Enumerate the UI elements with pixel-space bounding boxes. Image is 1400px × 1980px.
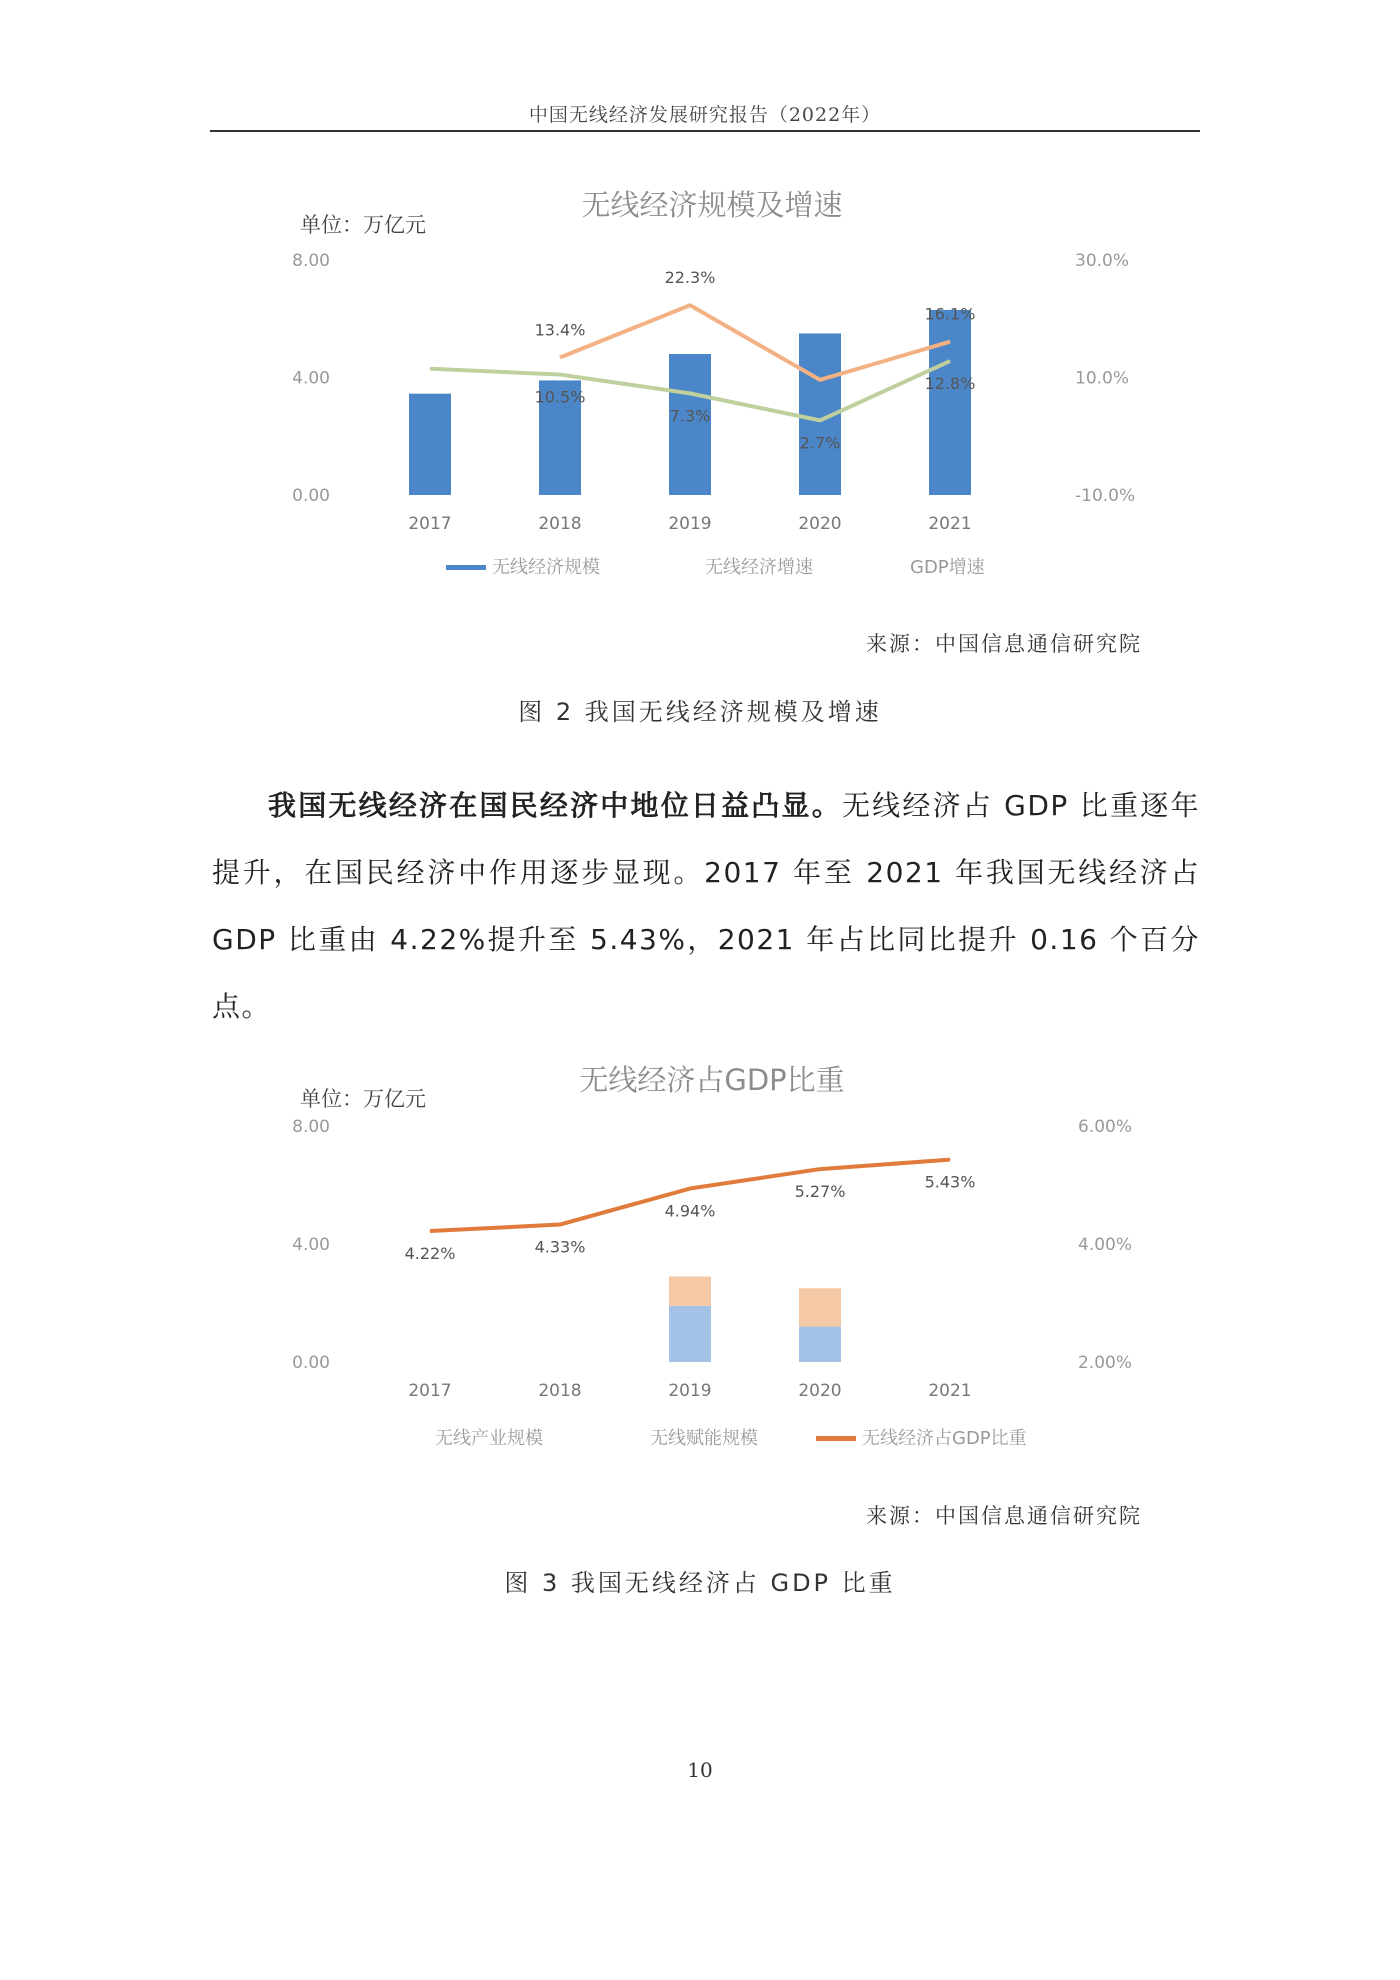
line-point xyxy=(820,420,821,421)
stacked-bar-segment xyxy=(799,1288,841,1326)
line-point xyxy=(430,368,431,369)
x-tick-label: 2017 xyxy=(408,514,452,534)
legend-entry: GDP增速 xyxy=(910,557,985,578)
unit-label: 单位：万亿元 xyxy=(300,1087,426,1111)
line-point xyxy=(560,357,561,358)
figure-2-chart xyxy=(0,170,1400,600)
legend-entry: 无线赋能规模 xyxy=(650,1428,758,1449)
line-point xyxy=(690,1188,691,1189)
y2-tick-label: 30.0% xyxy=(1075,251,1130,271)
line-point xyxy=(950,361,951,362)
legend-entry: 无线经济规模 xyxy=(492,557,600,578)
y-tick-label: 4.00 xyxy=(292,1235,330,1255)
legend-entry: 无线经济占GDP比重 xyxy=(862,1428,1027,1449)
y-tick-label: 0.00 xyxy=(292,1353,330,1373)
line-point xyxy=(950,1159,951,1160)
x-tick-label: 2021 xyxy=(928,1381,972,1401)
x-tick-label: 2020 xyxy=(798,1381,842,1401)
line-point xyxy=(560,1224,561,1225)
line-point xyxy=(820,379,821,380)
line-point xyxy=(690,393,691,394)
line-point xyxy=(820,1169,821,1170)
data-label: 4.22% xyxy=(404,1244,456,1264)
paragraph-rest: 无线经济占 GDP 比重逐年提升，在国民经济中作用逐步显现。2017 年至 2021 年我国无线经济占 GDP 比重由 4.22%提升至 5.43%，2021 年占比同比提升 0.16 个百分点。 xyxy=(212,789,1200,1023)
x-tick-label: 2020 xyxy=(798,514,842,534)
bar xyxy=(929,310,971,495)
chart-title: 无线经济规模及增速 xyxy=(581,188,843,222)
stacked-bar-segment xyxy=(669,1276,711,1306)
legend-swatch xyxy=(446,565,486,570)
figure-2-source: 来源：中国信息通信研究院 xyxy=(866,632,1142,656)
bar xyxy=(409,394,451,495)
unit-label: 单位：万亿元 xyxy=(300,213,426,237)
page-number: 10 xyxy=(687,1758,713,1782)
y-tick-label: 8.00 xyxy=(292,1117,330,1137)
stacked-bar-segment xyxy=(799,1327,841,1362)
data-label: 10.5% xyxy=(534,387,586,407)
figure-2-caption: 图 2 我国无线经济规模及增速 xyxy=(518,698,882,726)
y2-tick-label: -10.0% xyxy=(1075,486,1136,506)
body-paragraph xyxy=(212,772,1200,1040)
stacked-bar-segment xyxy=(669,1306,711,1362)
data-label: 4.94% xyxy=(664,1201,716,1221)
line-point xyxy=(690,305,691,306)
data-label: 2.7% xyxy=(799,433,841,453)
line-point xyxy=(950,341,951,342)
header-rule xyxy=(210,130,1200,132)
line-point xyxy=(430,1231,431,1232)
series-line xyxy=(560,305,950,380)
y2-tick-label: 2.00% xyxy=(1078,1353,1133,1373)
x-tick-label: 2019 xyxy=(668,514,712,534)
data-label: 5.43% xyxy=(924,1172,976,1192)
legend-entry: 无线产业规模 xyxy=(435,1428,543,1449)
y-tick-label: 0.00 xyxy=(292,486,330,506)
data-label: 5.27% xyxy=(794,1182,846,1202)
x-tick-label: 2017 xyxy=(408,1381,452,1401)
data-label: 22.3% xyxy=(664,268,716,288)
y2-tick-label: 4.00% xyxy=(1078,1235,1133,1255)
data-label: 7.3% xyxy=(669,406,711,426)
x-tick-label: 2018 xyxy=(538,1381,582,1401)
x-tick-label: 2019 xyxy=(668,1381,712,1401)
x-tick-label: 2018 xyxy=(538,514,582,534)
data-label: 4.33% xyxy=(534,1237,586,1257)
chart-title: 无线经济占GDP比重 xyxy=(579,1063,845,1097)
y-tick-label: 4.00 xyxy=(292,368,330,389)
line-point xyxy=(560,374,561,375)
y-tick-label: 8.00 xyxy=(292,251,330,271)
running-header: 中国无线经济发展研究报告（2022年） xyxy=(528,104,882,126)
y2-tick-label: 6.00% xyxy=(1078,1117,1133,1137)
paragraph-lead: 我国无线经济在国民经济中地位日益凸显。 xyxy=(268,789,842,822)
x-tick-label: 2021 xyxy=(928,514,972,534)
figure-3-source: 来源：中国信息通信研究院 xyxy=(866,1504,1142,1528)
data-label: 16.1% xyxy=(924,304,976,324)
y2-tick-label: 10.0% xyxy=(1075,368,1130,389)
data-label: 13.4% xyxy=(534,320,586,340)
data-label: 12.8% xyxy=(924,374,976,394)
legend-swatch xyxy=(816,1436,856,1441)
figure-3-chart xyxy=(0,1050,1400,1470)
figure-3-caption: 图 3 我国无线经济占 GDP 比重 xyxy=(504,1569,896,1597)
legend-entry: 无线经济增速 xyxy=(705,557,813,578)
